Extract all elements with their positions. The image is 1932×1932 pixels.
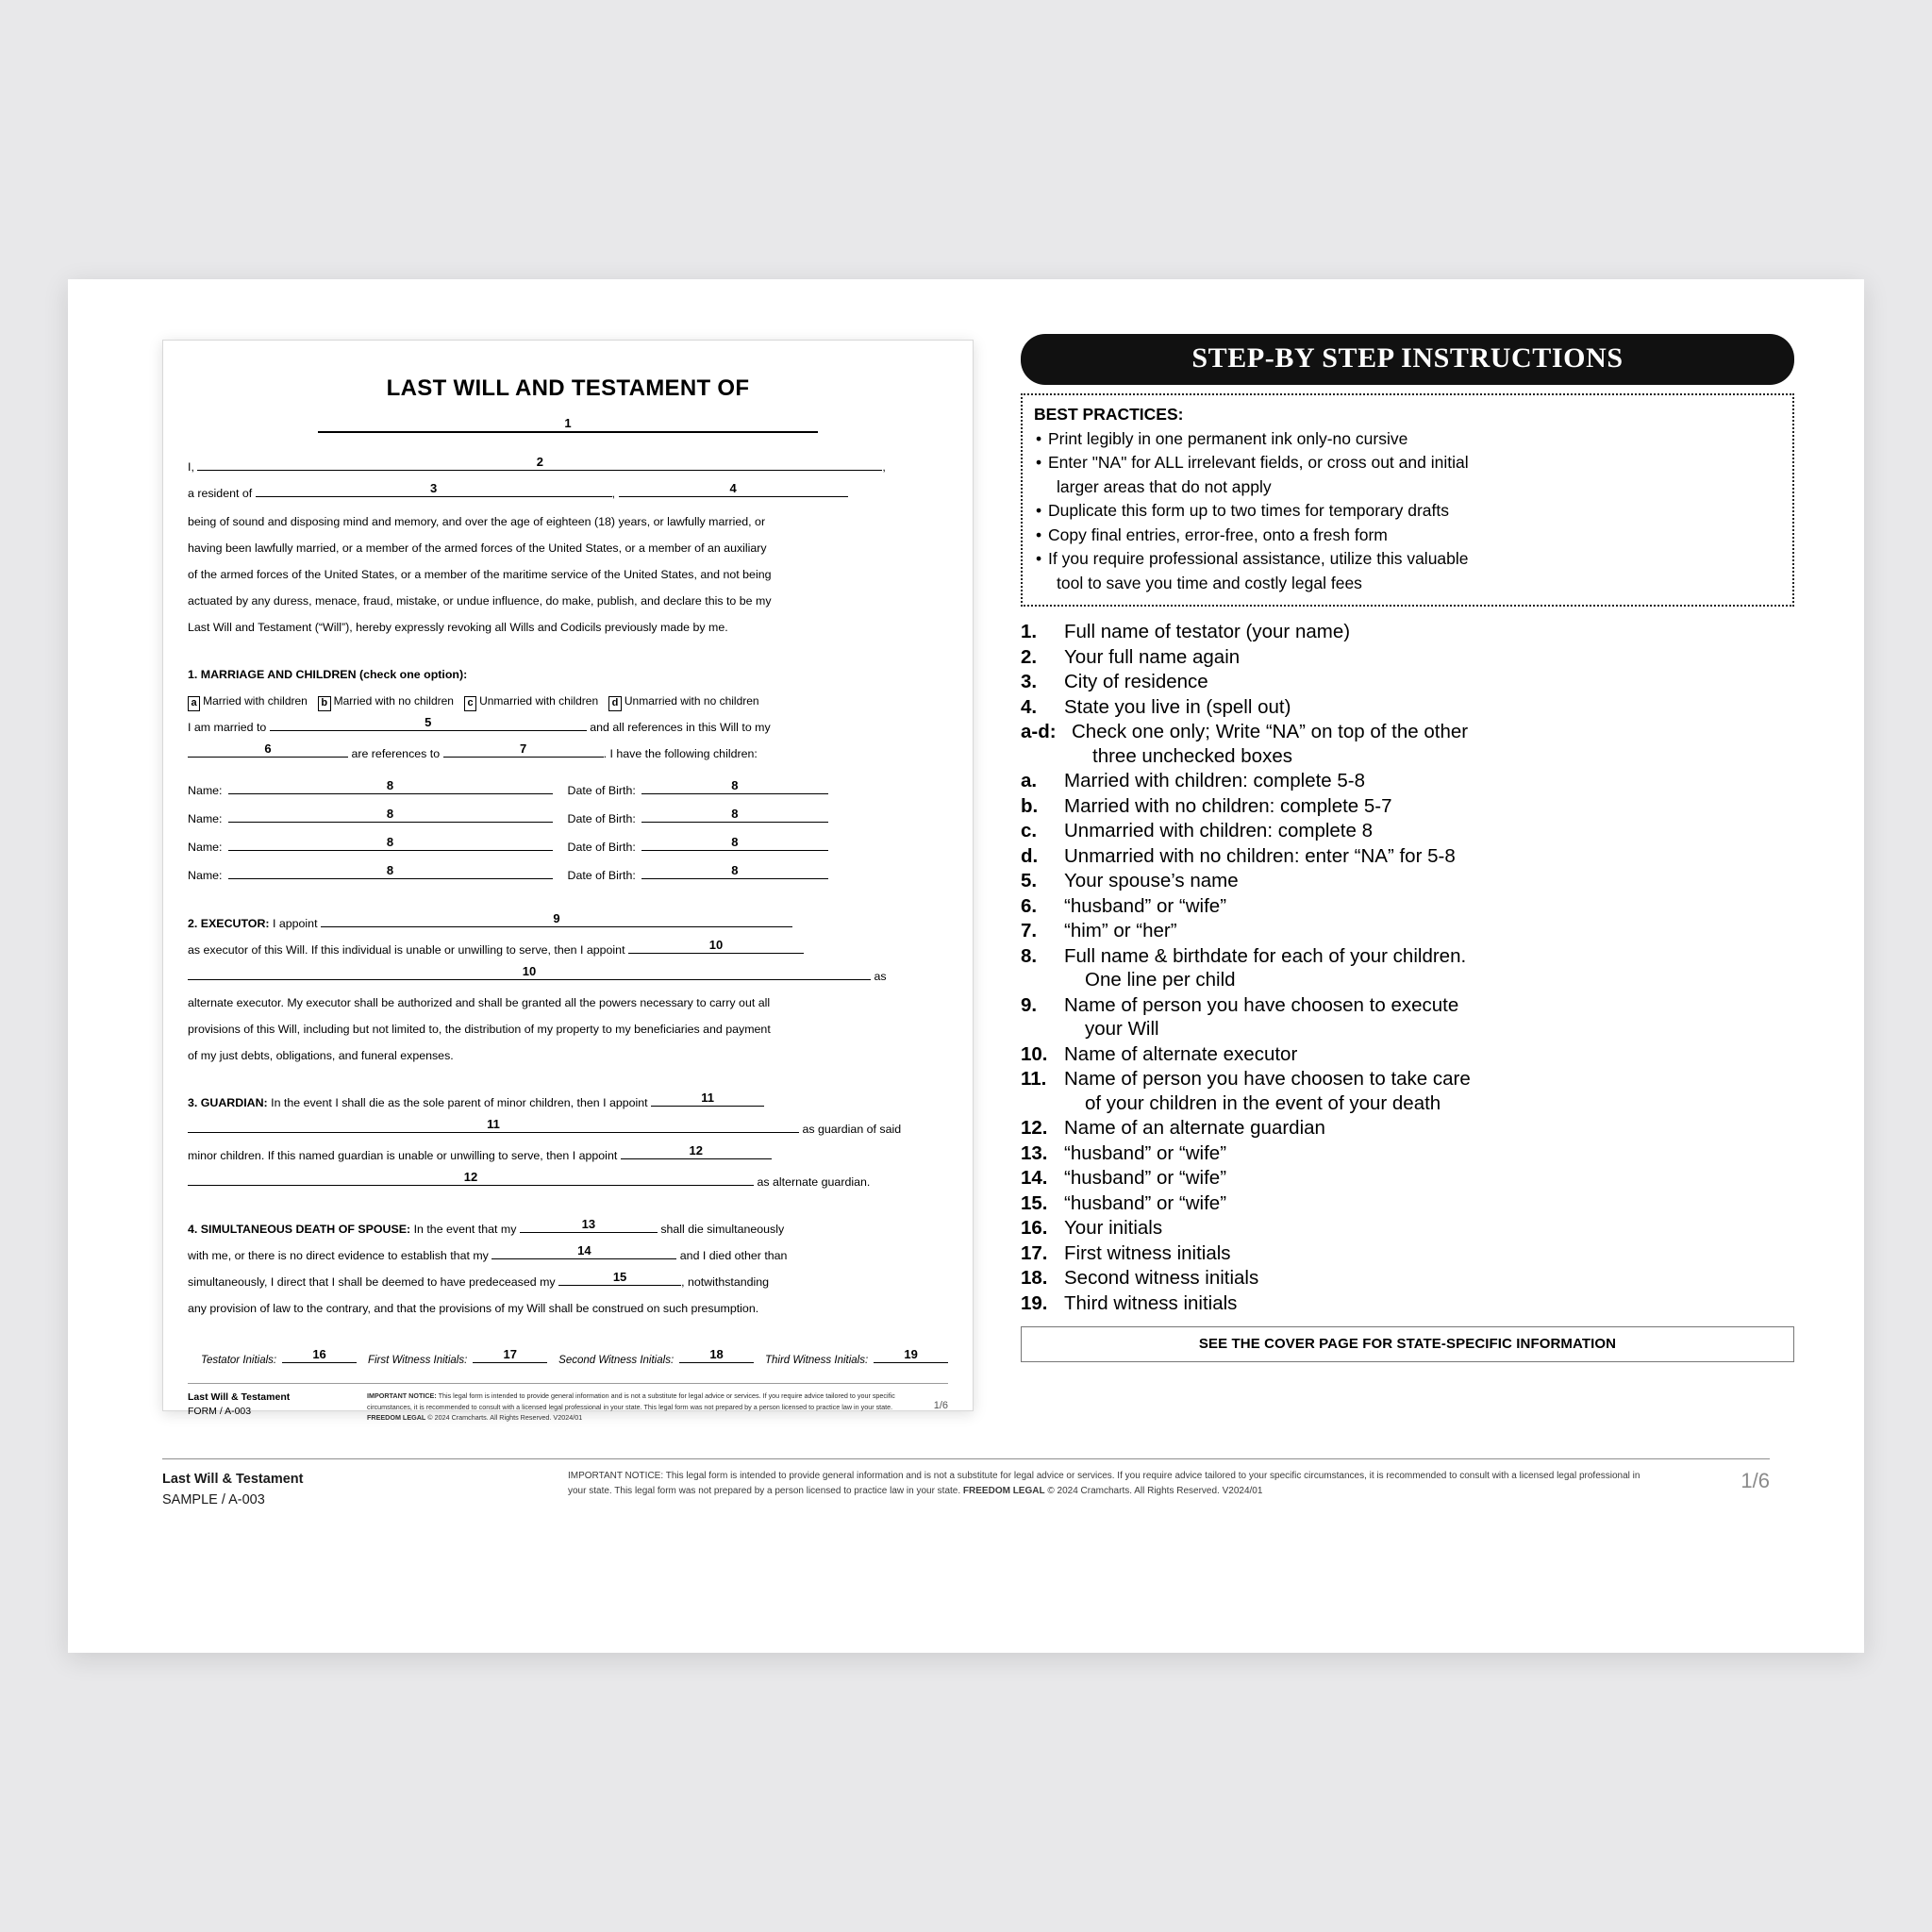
- step-text: Name of an alternate guardian: [1064, 1117, 1325, 1139]
- alternate-guardian-label: as alternate guardian.: [757, 1175, 871, 1190]
- step-number: 12.: [1021, 1117, 1048, 1139]
- blank-child-name[interactable]: 8: [228, 806, 553, 823]
- blank-child-dob[interactable]: 8: [641, 862, 828, 879]
- form-footer-notice-body: This legal form is intended to provide general information and is not a substitute for legal advice or services. If you require advice tailored to your specific circumstances, it is recommended to consult with a licensed legal professional in your state. This legal form was not prepared by a person licensed to practice law in your state.: [367, 1391, 895, 1411]
- blank-field-9[interactable]: 9: [321, 910, 792, 927]
- step-text: Full name & birthdate for each of your children. One line per child: [1064, 944, 1794, 992]
- best-practice-item: • Copy final entries, error-free, onto a fresh form: [1034, 524, 1781, 548]
- step-item: [1021, 993, 1794, 1041]
- page-footer-sample-id: SAMPLE / A-003: [162, 1492, 265, 1507]
- option-c[interactable]: [464, 694, 598, 708]
- instructions-panel: [1021, 334, 1794, 1362]
- step-text: Name of person you have choosen to take care of your children in the event of your death: [1064, 1067, 1794, 1115]
- blank-field-10a[interactable]: 10: [628, 937, 804, 954]
- option-a[interactable]: [188, 694, 308, 708]
- instructions-banner: STEP-BY STEP INSTRUCTIONS: [1021, 334, 1794, 385]
- guardian-lead-text: In the event I shall die as the sole parent of minor children, then I appoint: [271, 1096, 648, 1110]
- blank-field-5[interactable]: 5: [270, 714, 587, 731]
- step-text: Full name of testator (your name): [1064, 621, 1351, 642]
- comma-after-3: ,: [611, 487, 616, 501]
- step-text: City of residence: [1064, 671, 1208, 692]
- will-form-page: [162, 340, 974, 1423]
- form-footer-id: FORM / A-003: [188, 1406, 252, 1418]
- simdeath-after14: and I died other than: [679, 1249, 788, 1263]
- child-row: [188, 776, 948, 805]
- child-dob-label: Date of Birth:: [567, 784, 636, 798]
- section-marriage-and-children: [188, 661, 948, 890]
- step-item: [1021, 869, 1794, 893]
- step-number: a.: [1021, 770, 1038, 791]
- step-item: [1021, 620, 1794, 644]
- option-d[interactable]: [608, 694, 758, 708]
- step-number: a-d:: [1021, 721, 1057, 742]
- blank-child-dob[interactable]: 8: [641, 834, 828, 851]
- initials-label: First Witness Initials:: [367, 1355, 468, 1367]
- married-to-label: I am married to: [188, 721, 267, 735]
- child-dob-label: Date of Birth:: [567, 812, 636, 826]
- form-footer-notice-tail: © 2024 Cramcharts. All Rights Reserved. V2024/01: [425, 1413, 583, 1423]
- step-item: [1021, 1166, 1794, 1191]
- form-footer-brand: FREEDOM LEGAL: [367, 1413, 426, 1423]
- executor-line2-text: as executor of this Will. If this individual is unable or unwilling to serve, then I appoint: [188, 943, 625, 958]
- step-item: [1021, 1291, 1794, 1316]
- step-number: 17.: [1021, 1241, 1048, 1264]
- step-number: 2.: [1021, 645, 1038, 668]
- recital-line-1: being of sound and disposing mind and memory, and over the age of eighteen (18) years, or lawfully married, or: [188, 515, 766, 529]
- step-number: 1.: [1021, 621, 1038, 642]
- blank-field-12b[interactable]: 12: [188, 1169, 754, 1186]
- best-practices-title: BEST PRACTICES:: [1034, 405, 1184, 424]
- step-item: [1021, 1191, 1794, 1216]
- step-number: b.: [1021, 794, 1039, 817]
- blank-field-13[interactable]: 13: [520, 1216, 658, 1233]
- step-number: 10.: [1021, 1042, 1048, 1065]
- blank-field-3[interactable]: 3: [256, 480, 612, 497]
- recital-line-2: having been lawfully married, or a member of the armed forces of the United States, or a member of an auxiliary: [188, 541, 767, 556]
- page-footer-page-number: 1/6: [1740, 1469, 1770, 1492]
- form-footer-notice: [367, 1391, 934, 1424]
- recital-line-3: of the armed forces of the United States, or a member of the maritime service of the United States, and not being: [188, 568, 772, 582]
- best-practice-item: • Duplicate this form up to two times for temporary drafts: [1034, 499, 1781, 524]
- step-text: Your initials: [1064, 1217, 1163, 1239]
- blank-field-14[interactable]: 14: [491, 1242, 676, 1259]
- step-item: [1021, 645, 1794, 670]
- section4-heading: 4. SIMULTANEOUS DEATH OF SPOUSE:: [188, 1223, 411, 1237]
- step-text: Married with no children: complete 5-7: [1064, 794, 1392, 817]
- child-row: [188, 833, 948, 861]
- step-text: Third witness initials: [1064, 1291, 1238, 1314]
- simdeath-after13: shall die simultaneously: [660, 1223, 785, 1237]
- checkbox-d-icon[interactable]: d: [608, 696, 622, 711]
- child-row: [188, 805, 948, 833]
- blank-child-dob[interactable]: 8: [641, 806, 828, 823]
- blank-child-name[interactable]: 8: [228, 777, 553, 794]
- page-footer-notice-lead: IMPORTANT NOTICE:: [568, 1471, 664, 1481]
- executor-body-3: of my just debts, obligations, and funeral expenses.: [188, 1049, 454, 1063]
- initials-label: Second Witness Initials:: [558, 1355, 675, 1367]
- step-text: Check one only; Write “NA” on top of the other three unchecked boxes: [1072, 720, 1794, 768]
- guardian-line3-text: minor children. If this named guardian is unable or unwilling to serve, then I appoint: [188, 1149, 618, 1163]
- blank-field-11a[interactable]: 11: [651, 1090, 764, 1107]
- best-practice-item: • If you require professional assistance, utilize this valuable: [1034, 547, 1781, 572]
- step-item: [1021, 1042, 1794, 1067]
- step-item: [1021, 1116, 1794, 1141]
- step-item: [1021, 844, 1794, 869]
- step-number: 18.: [1021, 1267, 1048, 1289]
- recital-line-5: Last Will and Testament (“Will”), hereby expressly revoking all Wills and Codicils previously made by me.: [188, 621, 728, 635]
- step-text-continued: your Will: [1085, 1018, 1159, 1040]
- simdeath-line2-text: with me, or there is no direct evidence to establish that my: [188, 1249, 489, 1263]
- children-list: [188, 776, 948, 890]
- step-text: State you live in (spell out): [1064, 695, 1291, 718]
- step-number: 11.: [1021, 1068, 1047, 1090]
- blank-field-1[interactable]: 1: [318, 416, 818, 433]
- page-footer-notice-body: This legal form is intended to provide general information and is not a substitute for legal advice or services. If you require advice tailored to your specific circumstances, it is recommended to consult with a licensed legal professional in your state. This legal form was not prepared by a person licensed to practice law in your state.: [568, 1471, 1641, 1496]
- page-footer-title: Last Will & Testament: [162, 1472, 304, 1487]
- section2-heading: 2. EXECUTOR:: [188, 917, 270, 931]
- step-text: Name of alternate executor: [1064, 1042, 1298, 1065]
- option-a-label: Married with children: [203, 694, 308, 708]
- initials-label: Testator Initials:: [201, 1355, 277, 1367]
- form-title: LAST WILL AND TESTAMENT OF: [386, 375, 750, 401]
- step-number: 7.: [1021, 920, 1038, 941]
- step-item: [1021, 919, 1794, 943]
- initials-row: [188, 1346, 948, 1374]
- step-item: [1021, 1141, 1794, 1166]
- best-practices-box: [1021, 393, 1794, 607]
- step-number: 5.: [1021, 870, 1038, 891]
- document-sheet: [68, 279, 1864, 1653]
- step-item: [1021, 720, 1794, 768]
- step-item: [1021, 695, 1794, 720]
- option-c-label: Unmarried with children: [479, 694, 599, 708]
- step-item: [1021, 769, 1794, 793]
- recital-line-4: actuated by any duress, menace, fraud, mistake, or undue influence, do make, publish, and declare this to be my: [188, 594, 772, 608]
- best-practice-item: larger areas that do not apply: [1057, 476, 1272, 496]
- blank-initials[interactable]: 18: [679, 1346, 754, 1363]
- section3-heading: 3. GUARDIAN:: [188, 1096, 268, 1110]
- form-footer: [188, 1383, 948, 1424]
- cover-page-note: SEE THE COVER PAGE FOR STATE-SPECIFIC INFORMATION: [1021, 1326, 1794, 1362]
- executor-body-1: alternate executor. My executor shall be authorized and shall be granted all the powers necessary to carry out all: [188, 996, 771, 1010]
- and-all-references-label: and all references in this Will to my: [590, 721, 771, 735]
- blank-initials[interactable]: 19: [874, 1346, 948, 1363]
- step-item: [1021, 1241, 1794, 1266]
- checkbox-b-icon[interactable]: b: [318, 696, 331, 711]
- page-footer-notice-tail: © 2024 Cramcharts. All Rights Reserved. V2024/01: [1044, 1486, 1263, 1496]
- checkbox-a-icon[interactable]: a: [188, 696, 200, 711]
- blank-field-4[interactable]: 4: [619, 480, 848, 497]
- best-practice-item: • Print legibly in one permanent ink only-no cursive: [1034, 427, 1781, 452]
- are-references-to-label: are references to: [351, 747, 441, 761]
- section1-heading: 1. MARRIAGE AND CHILDREN (check one option):: [188, 668, 468, 682]
- step-text: Second witness initials: [1064, 1267, 1259, 1289]
- blank-field-2[interactable]: 2: [197, 454, 882, 471]
- simdeath-after15: , notwithstanding: [681, 1275, 770, 1290]
- best-practices-list: [1034, 427, 1781, 596]
- step-text: Your spouse’s name: [1064, 870, 1239, 891]
- step-text: “husband” or “wife”: [1064, 894, 1227, 917]
- section-executor: [188, 910, 948, 1069]
- step-text: Your full name again: [1064, 645, 1241, 668]
- step-number: 8.: [1021, 944, 1038, 967]
- step-number: 13.: [1021, 1141, 1048, 1164]
- form-footer-notice-lead: IMPORTANT NOTICE:: [367, 1391, 437, 1401]
- step-text: Name of person you have choosen to execute your Will: [1064, 993, 1794, 1041]
- step-number: d.: [1021, 844, 1039, 867]
- step-number: 19.: [1021, 1291, 1048, 1314]
- page-footer-notice: [540, 1469, 1685, 1499]
- step-text: Unmarried with children: complete 8: [1064, 820, 1373, 841]
- step-item: [1021, 794, 1794, 819]
- blank-initials[interactable]: 16: [282, 1346, 357, 1363]
- marriage-options-row: [188, 688, 948, 714]
- step-item: [1021, 1067, 1794, 1115]
- step-number: c.: [1021, 820, 1038, 841]
- step-text-continued: three unchecked boxes: [1092, 744, 1292, 767]
- best-practice-item: • Enter "NA" for ALL irrelevant fields, or cross out and initial: [1034, 451, 1781, 475]
- step-number: 14.: [1021, 1167, 1048, 1189]
- step-text: Unmarried with no children: enter “NA” for 5-8: [1064, 844, 1456, 867]
- option-b[interactable]: [318, 694, 454, 708]
- step-text-continued: of your children in the event of your death: [1085, 1091, 1441, 1114]
- step-text: “husband” or “wife”: [1064, 1191, 1227, 1214]
- blank-child-dob[interactable]: 8: [641, 777, 828, 794]
- steps-list: [1021, 620, 1794, 1315]
- step-item: [1021, 894, 1794, 919]
- lead-in-label: I,: [188, 460, 194, 475]
- step-number: 9.: [1021, 993, 1038, 1016]
- child-dob-label: Date of Birth:: [567, 841, 636, 855]
- step-number: 4.: [1021, 695, 1038, 718]
- step-number: 3.: [1021, 671, 1038, 692]
- step-item: [1021, 1216, 1794, 1241]
- simdeath-lead-text: In the event that my: [413, 1223, 517, 1237]
- appoint-label: I appoint: [272, 917, 318, 931]
- step-item: [1021, 819, 1794, 843]
- blank-field-15[interactable]: 15: [558, 1269, 681, 1286]
- blank-field-6[interactable]: 6: [188, 741, 348, 758]
- step-number: 6.: [1021, 894, 1038, 917]
- step-text: Married with children: complete 5-8: [1064, 770, 1366, 791]
- step-item: [1021, 1266, 1794, 1291]
- initials-label: Third Witness Initials:: [764, 1355, 869, 1367]
- simdeath-line4: any provision of law to the contrary, and that the provisions of my Will shall be construed on such presumption.: [188, 1302, 759, 1316]
- blank-field-12a[interactable]: 12: [621, 1142, 772, 1159]
- children-follow-label: . I have the following children:: [603, 747, 758, 761]
- blank-initials[interactable]: 17: [473, 1346, 547, 1363]
- step-text: “husband” or “wife”: [1064, 1141, 1227, 1164]
- child-row: [188, 861, 948, 890]
- form-footer-page: 1/6: [933, 1400, 948, 1412]
- option-b-label: Married with no children: [333, 694, 454, 708]
- child-name-label: Name:: [188, 841, 223, 855]
- step-item: [1021, 944, 1794, 992]
- section-guardian: [188, 1090, 948, 1195]
- step-text: “husband” or “wife”: [1064, 1167, 1227, 1189]
- blank-field-11b[interactable]: 11: [188, 1116, 799, 1133]
- guardian-of-said-label: as guardian of said: [802, 1123, 902, 1137]
- step-number: 15.: [1021, 1191, 1048, 1214]
- step-number: 16.: [1021, 1217, 1048, 1239]
- step-text-continued: One line per child: [1085, 969, 1236, 991]
- best-practice-item: tool to save you time and costly legal fees: [1057, 573, 1362, 592]
- section-simultaneous-death: [188, 1216, 948, 1322]
- executor-as-label: as: [874, 970, 887, 984]
- blank-field-10b[interactable]: 10: [188, 963, 871, 980]
- child-name-label: Name:: [188, 869, 223, 883]
- step-text: “him” or “her”: [1064, 920, 1177, 941]
- blank-child-name[interactable]: 8: [228, 862, 553, 879]
- comma-after-2: ,: [882, 460, 886, 475]
- child-name-label: Name:: [188, 784, 223, 798]
- simdeath-line3-text: simultaneously, I direct that I shall be deemed to have predeceased my: [188, 1275, 556, 1290]
- resident-of-label: a resident of: [188, 487, 253, 501]
- child-name-label: Name:: [188, 812, 223, 826]
- blank-child-name[interactable]: 8: [228, 834, 553, 851]
- checkbox-c-icon[interactable]: c: [464, 696, 476, 711]
- page-footer: [162, 1458, 1770, 1510]
- blank-field-7[interactable]: 7: [443, 741, 604, 758]
- executor-body-2: provisions of this Will, including but not limited to, the distribution of my property to my beneficiaries and payment: [188, 1023, 771, 1037]
- child-dob-label: Date of Birth:: [567, 869, 636, 883]
- form-footer-title: Last Will & Testament: [188, 1391, 291, 1404]
- page-footer-brand: FREEDOM LEGAL: [962, 1486, 1045, 1496]
- step-item: [1021, 670, 1794, 694]
- option-d-label: Unmarried with no children: [624, 694, 759, 708]
- step-text: First witness initials: [1064, 1241, 1231, 1264]
